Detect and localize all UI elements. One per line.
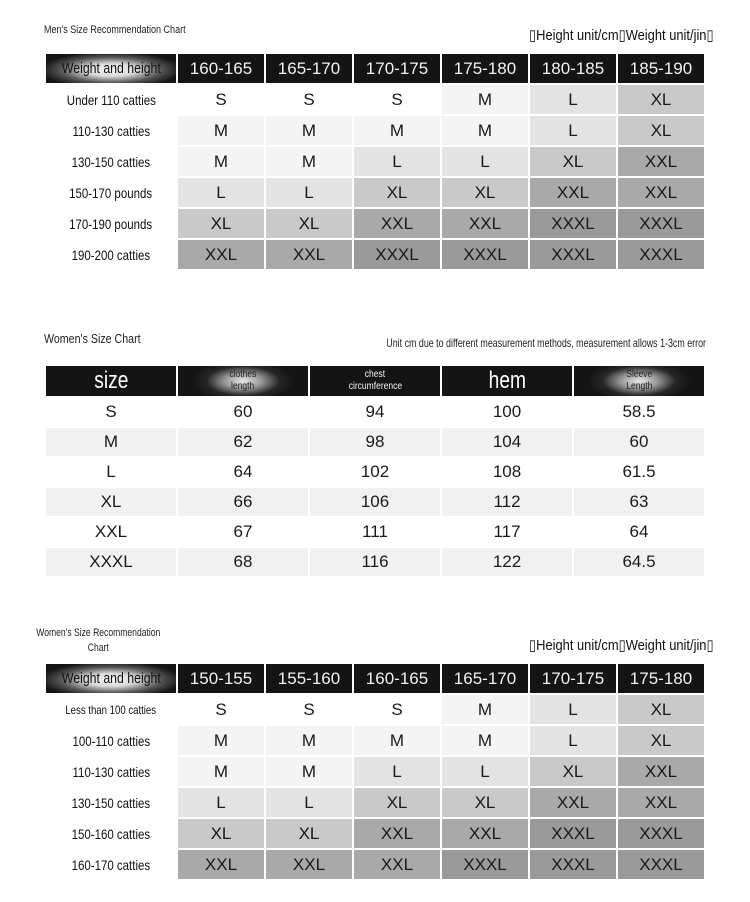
height-column-header: 170-175 bbox=[354, 54, 440, 83]
size-cell: XXXL bbox=[618, 819, 704, 848]
weight-row-label bbox=[46, 757, 176, 786]
size-cell: XXXL bbox=[354, 240, 440, 269]
measurement-cell-length: 68 bbox=[178, 548, 308, 576]
size-cell: XXXL bbox=[618, 240, 704, 269]
women-reco-chart-title: Women's Size Recommendation Chart bbox=[36, 627, 161, 654]
measurement-cell-sleeve: 63 bbox=[574, 488, 704, 516]
measurement-cell-hem: 112 bbox=[442, 488, 572, 516]
measurement-cell-sleeve: 61.5 bbox=[574, 458, 704, 486]
size-cell: XL bbox=[530, 757, 616, 786]
height-column-header: 185-190 bbox=[618, 54, 704, 83]
measurement-cell-size: L bbox=[46, 458, 176, 486]
weight-row-label-text: 130-150 catties bbox=[71, 153, 151, 170]
weight-row-label bbox=[46, 819, 176, 848]
size-cell: XL bbox=[266, 819, 352, 848]
size-cell: L bbox=[354, 147, 440, 176]
size-cell: L bbox=[530, 85, 616, 114]
weight-row-label-text: 110-130 catties bbox=[72, 763, 150, 780]
women-reco-unit-note: ▯Height unit/cm▯Weight unit/jin▯ bbox=[529, 637, 714, 654]
measurement-cell-sleeve: 60 bbox=[574, 428, 704, 456]
header-text-line: Sleeve bbox=[625, 369, 652, 380]
size-cell: M bbox=[442, 116, 528, 145]
women-chart-title: Women's Size Chart bbox=[44, 331, 141, 346]
size-cell: L bbox=[266, 788, 352, 817]
size-cell: XXXL bbox=[530, 850, 616, 879]
size-cell: XXXL bbox=[618, 850, 704, 879]
size-cell: L bbox=[178, 788, 264, 817]
size-cell: M bbox=[178, 116, 264, 145]
size-cell: XXL bbox=[266, 850, 352, 879]
measurement-cell-size: M bbox=[46, 428, 176, 456]
size-cell: XL bbox=[618, 726, 704, 755]
measurement-column-header bbox=[46, 366, 176, 396]
height-column-header: 180-185 bbox=[530, 54, 616, 83]
size-cell: XXL bbox=[442, 209, 528, 238]
corner-label: Weight and height bbox=[61, 670, 161, 687]
size-cell: S bbox=[266, 85, 352, 114]
size-cell: L bbox=[530, 726, 616, 755]
measurement-column-header bbox=[574, 366, 704, 396]
size-cell: S bbox=[354, 85, 440, 114]
measurement-cell-length: 62 bbox=[178, 428, 308, 456]
size-cell: L bbox=[354, 757, 440, 786]
women-measurement-table bbox=[46, 366, 704, 576]
size-cell: L bbox=[530, 116, 616, 145]
height-column-header: 165-170 bbox=[266, 54, 352, 83]
size-cell: S bbox=[354, 695, 440, 724]
size-cell: M bbox=[354, 726, 440, 755]
measurement-cell-sleeve: 58.5 bbox=[574, 398, 704, 426]
weight-row-label-text: Less than 100 catties bbox=[65, 702, 157, 717]
size-cell: S bbox=[178, 85, 264, 114]
weight-row-label-text: 110-130 catties bbox=[72, 122, 150, 139]
height-column-header: 160-165 bbox=[354, 664, 440, 693]
size-cell: S bbox=[178, 695, 264, 724]
size-cell: L bbox=[530, 695, 616, 724]
weight-row-label bbox=[46, 116, 176, 145]
header-text-line: circumference bbox=[348, 381, 402, 392]
size-cell: XXL bbox=[530, 178, 616, 207]
size-cell: XXXL bbox=[530, 240, 616, 269]
size-cell: XL bbox=[618, 116, 704, 145]
size-cell: XXL bbox=[618, 178, 704, 207]
weight-row-label-text: 150-160 catties bbox=[71, 825, 151, 842]
corner-header bbox=[46, 664, 176, 693]
measurement-cell-hem: 104 bbox=[442, 428, 572, 456]
header-text-line: Length bbox=[625, 381, 653, 392]
weight-row-label bbox=[46, 788, 176, 817]
measurement-cell-chest: 106 bbox=[310, 488, 440, 516]
size-cell: XXXL bbox=[530, 209, 616, 238]
weight-row-label-text: 130-150 catties bbox=[71, 794, 151, 811]
weight-row-label-text: Under 110 catties bbox=[66, 91, 156, 108]
header-text: hem bbox=[488, 367, 526, 394]
size-cell: XXL bbox=[442, 819, 528, 848]
size-cell: XXXL bbox=[442, 240, 528, 269]
measurement-cell-hem: 122 bbox=[442, 548, 572, 576]
women-reco-size-table bbox=[46, 664, 704, 879]
weight-row-label-text: 160-170 catties bbox=[71, 856, 151, 873]
size-cell: L bbox=[178, 178, 264, 207]
measurement-cell-size: S bbox=[46, 398, 176, 426]
weight-row-label bbox=[46, 209, 176, 238]
measurement-cell-hem: 117 bbox=[442, 518, 572, 546]
measurement-cell-length: 64 bbox=[178, 458, 308, 486]
size-cell: XXL bbox=[618, 147, 704, 176]
size-cell: XXL bbox=[618, 757, 704, 786]
corner-label: Weight and height bbox=[61, 60, 161, 77]
measurement-cell-length: 60 bbox=[178, 398, 308, 426]
size-cell: M bbox=[354, 116, 440, 145]
header-text: size bbox=[93, 367, 129, 394]
size-cell: M bbox=[442, 695, 528, 724]
measurement-column-header bbox=[310, 366, 440, 396]
measurement-cell-chest: 102 bbox=[310, 458, 440, 486]
size-cell: XL bbox=[618, 85, 704, 114]
size-cell: XL bbox=[530, 147, 616, 176]
size-cell: L bbox=[442, 147, 528, 176]
weight-row-label bbox=[46, 240, 176, 269]
size-cell: S bbox=[266, 695, 352, 724]
measurement-cell-chest: 111 bbox=[310, 518, 440, 546]
size-cell: XL bbox=[442, 788, 528, 817]
size-cell: XXXL bbox=[442, 850, 528, 879]
size-cell: M bbox=[266, 116, 352, 145]
measurement-cell-length: 67 bbox=[178, 518, 308, 546]
measurement-column-header bbox=[178, 366, 308, 396]
measurement-cell-sleeve: 64.5 bbox=[574, 548, 704, 576]
measurement-cell-chest: 116 bbox=[310, 548, 440, 576]
measurement-cell-chest: 94 bbox=[310, 398, 440, 426]
measurement-cell-chest: 98 bbox=[310, 428, 440, 456]
weight-row-label-text: 100-110 catties bbox=[72, 732, 150, 749]
size-cell: XL bbox=[354, 788, 440, 817]
corner-header bbox=[46, 54, 176, 83]
measurement-cell-hem: 108 bbox=[442, 458, 572, 486]
height-column-header: 150-155 bbox=[178, 664, 264, 693]
size-cell: XXL bbox=[266, 240, 352, 269]
height-column-header: 175-180 bbox=[618, 664, 704, 693]
size-cell: XL bbox=[178, 819, 264, 848]
men-chart-unit-note: ▯Height unit/cm▯Weight unit/jin▯ bbox=[529, 27, 714, 44]
weight-row-label bbox=[46, 85, 176, 114]
measurement-cell-hem: 100 bbox=[442, 398, 572, 426]
size-cell: XXL bbox=[178, 240, 264, 269]
height-column-header: 155-160 bbox=[266, 664, 352, 693]
size-cell: M bbox=[266, 726, 352, 755]
size-cell: XL bbox=[354, 178, 440, 207]
size-cell: M bbox=[178, 147, 264, 176]
size-cell: XL bbox=[618, 695, 704, 724]
weight-row-label-text: 150-170 pounds bbox=[69, 184, 153, 201]
size-cell: XXXL bbox=[618, 209, 704, 238]
size-cell: M bbox=[442, 85, 528, 114]
size-cell: XXL bbox=[354, 850, 440, 879]
measurement-cell-length: 66 bbox=[178, 488, 308, 516]
size-cell: XXL bbox=[178, 850, 264, 879]
weight-row-label-text: 170-190 pounds bbox=[69, 215, 153, 232]
size-cell: XXL bbox=[618, 788, 704, 817]
men-size-table bbox=[46, 54, 704, 269]
height-column-header: 170-175 bbox=[530, 664, 616, 693]
measurement-cell-size: XXL bbox=[46, 518, 176, 546]
size-cell: XL bbox=[442, 178, 528, 207]
weight-row-label bbox=[46, 178, 176, 207]
size-cell: XXL bbox=[354, 209, 440, 238]
measurement-column-header bbox=[442, 366, 572, 396]
header-text-line: chest bbox=[364, 369, 386, 380]
height-column-header: 160-165 bbox=[178, 54, 264, 83]
weight-row-label bbox=[46, 695, 176, 724]
measurement-cell-size: XL bbox=[46, 488, 176, 516]
size-cell: M bbox=[266, 147, 352, 176]
size-cell: L bbox=[442, 757, 528, 786]
women-chart-unit-note: Unit cm due to different measurement methods, measurement allows 1-3cm error bbox=[386, 336, 706, 350]
measurement-cell-size: XXXL bbox=[46, 548, 176, 576]
size-cell: M bbox=[266, 757, 352, 786]
size-cell: XL bbox=[266, 209, 352, 238]
size-cell: XL bbox=[178, 209, 264, 238]
size-cell: XXL bbox=[354, 819, 440, 848]
size-cell: M bbox=[442, 726, 528, 755]
size-cell: XXXL bbox=[530, 819, 616, 848]
weight-row-label bbox=[46, 147, 176, 176]
size-cell: XXL bbox=[530, 788, 616, 817]
header-text-line: length bbox=[231, 381, 255, 392]
height-column-header: 165-170 bbox=[442, 664, 528, 693]
size-cell: L bbox=[266, 178, 352, 207]
size-cell: M bbox=[178, 726, 264, 755]
men-chart-title: Men's Size Recommendation Chart bbox=[44, 24, 186, 36]
weight-row-label bbox=[46, 850, 176, 879]
header-text-line: clothes bbox=[229, 369, 257, 380]
height-column-header: 175-180 bbox=[442, 54, 528, 83]
weight-row-label-text: 190-200 catties bbox=[71, 246, 151, 263]
measurement-cell-sleeve: 64 bbox=[574, 518, 704, 546]
weight-row-label bbox=[46, 726, 176, 755]
size-cell: M bbox=[178, 757, 264, 786]
